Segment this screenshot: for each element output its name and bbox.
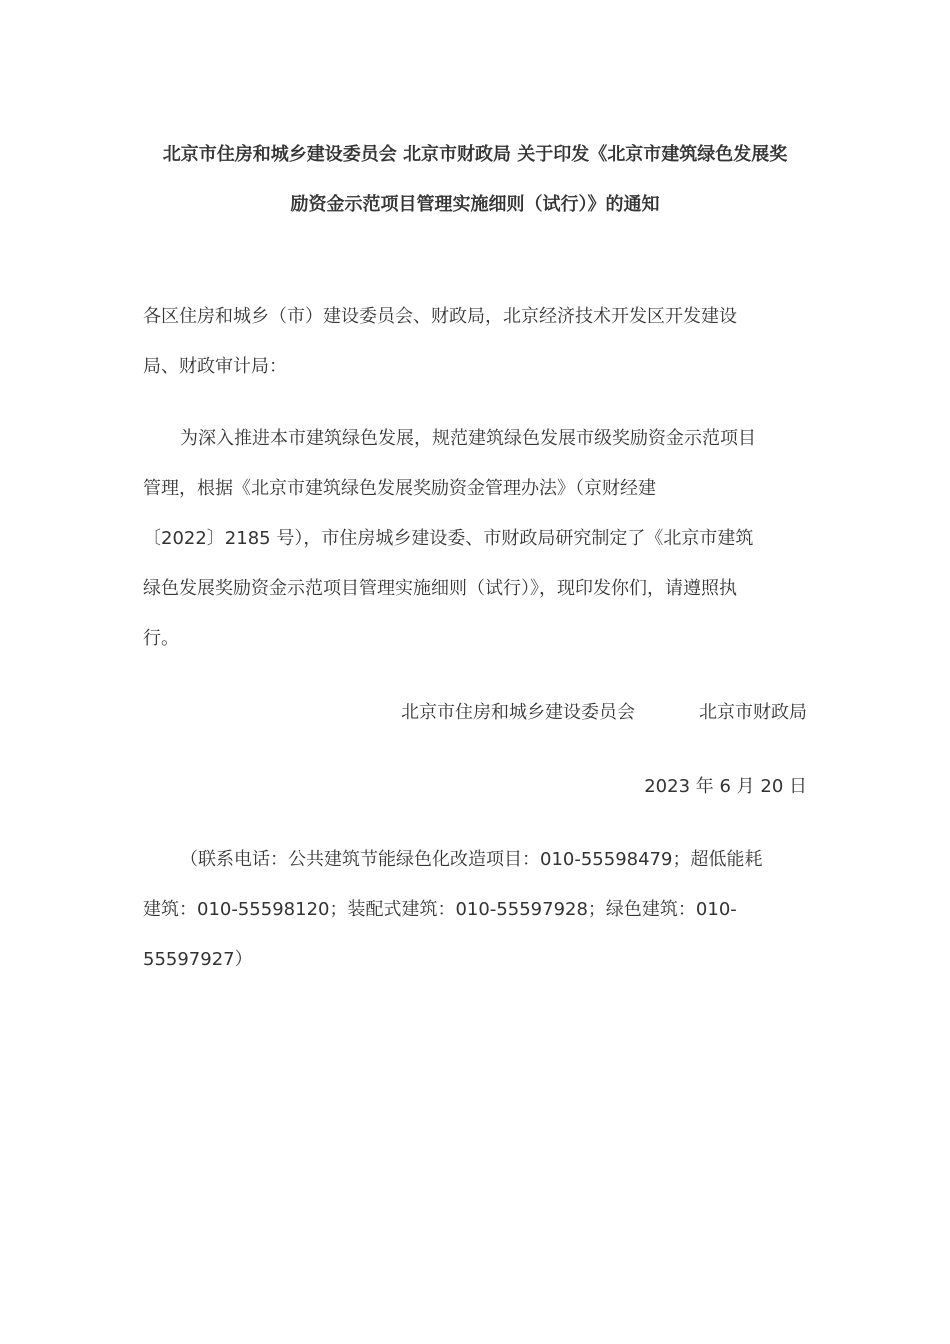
body-paragraph (143, 414, 807, 664)
signature-block (143, 688, 807, 738)
body-line: 管理，根据《北京市建筑绿色发展奖励资金管理办法》（京财经建 (143, 478, 656, 499)
issuer-housing-commission: 北京市住房和城乡建设委员会 (401, 702, 635, 723)
salutation (143, 292, 807, 392)
body-line: 为深入推进本市建筑绿色发展，规范建筑绿色发展市级奖励资金示范项目 (180, 428, 756, 449)
salutation-line: 局、财政审计局： (143, 356, 287, 377)
body-line: 绿色发展奖励资金示范项目管理实施细则（试行）》，现印发你们，请遵照执 (143, 578, 737, 599)
issue-date: 2023 年 6 月 20 日 (644, 776, 807, 797)
contact-line: （联系电话：公共建筑节能绿色化改造项目：010-55598479；超低能耗 (180, 849, 763, 870)
title-line: 励资金示范项目管理实施细则（试行）》的通知 (290, 194, 660, 215)
issuer-finance-bureau: 北京市财政局 (699, 702, 807, 723)
salutation-line: 各区住房和城乡（市）建设委员会、财政局，北京经济技术开发区开发建设 (143, 306, 737, 327)
contact-line: 55597927） (143, 949, 253, 970)
contact-info (143, 835, 807, 985)
body-line: 行。 (143, 628, 179, 649)
body-line: 〔2022〕2185 号），市住房城乡建设委、市财政局研究制定了《北京市建筑 (143, 528, 754, 549)
title-line: 北京市住房和城乡建设委员会 北京市财政局 关于印发《北京市建筑绿色发展奖 (162, 144, 788, 165)
contact-line: 建筑：010-55598120；装配式建筑：010-55597928；绿色建筑：010- (143, 899, 737, 920)
document-title (143, 130, 807, 230)
